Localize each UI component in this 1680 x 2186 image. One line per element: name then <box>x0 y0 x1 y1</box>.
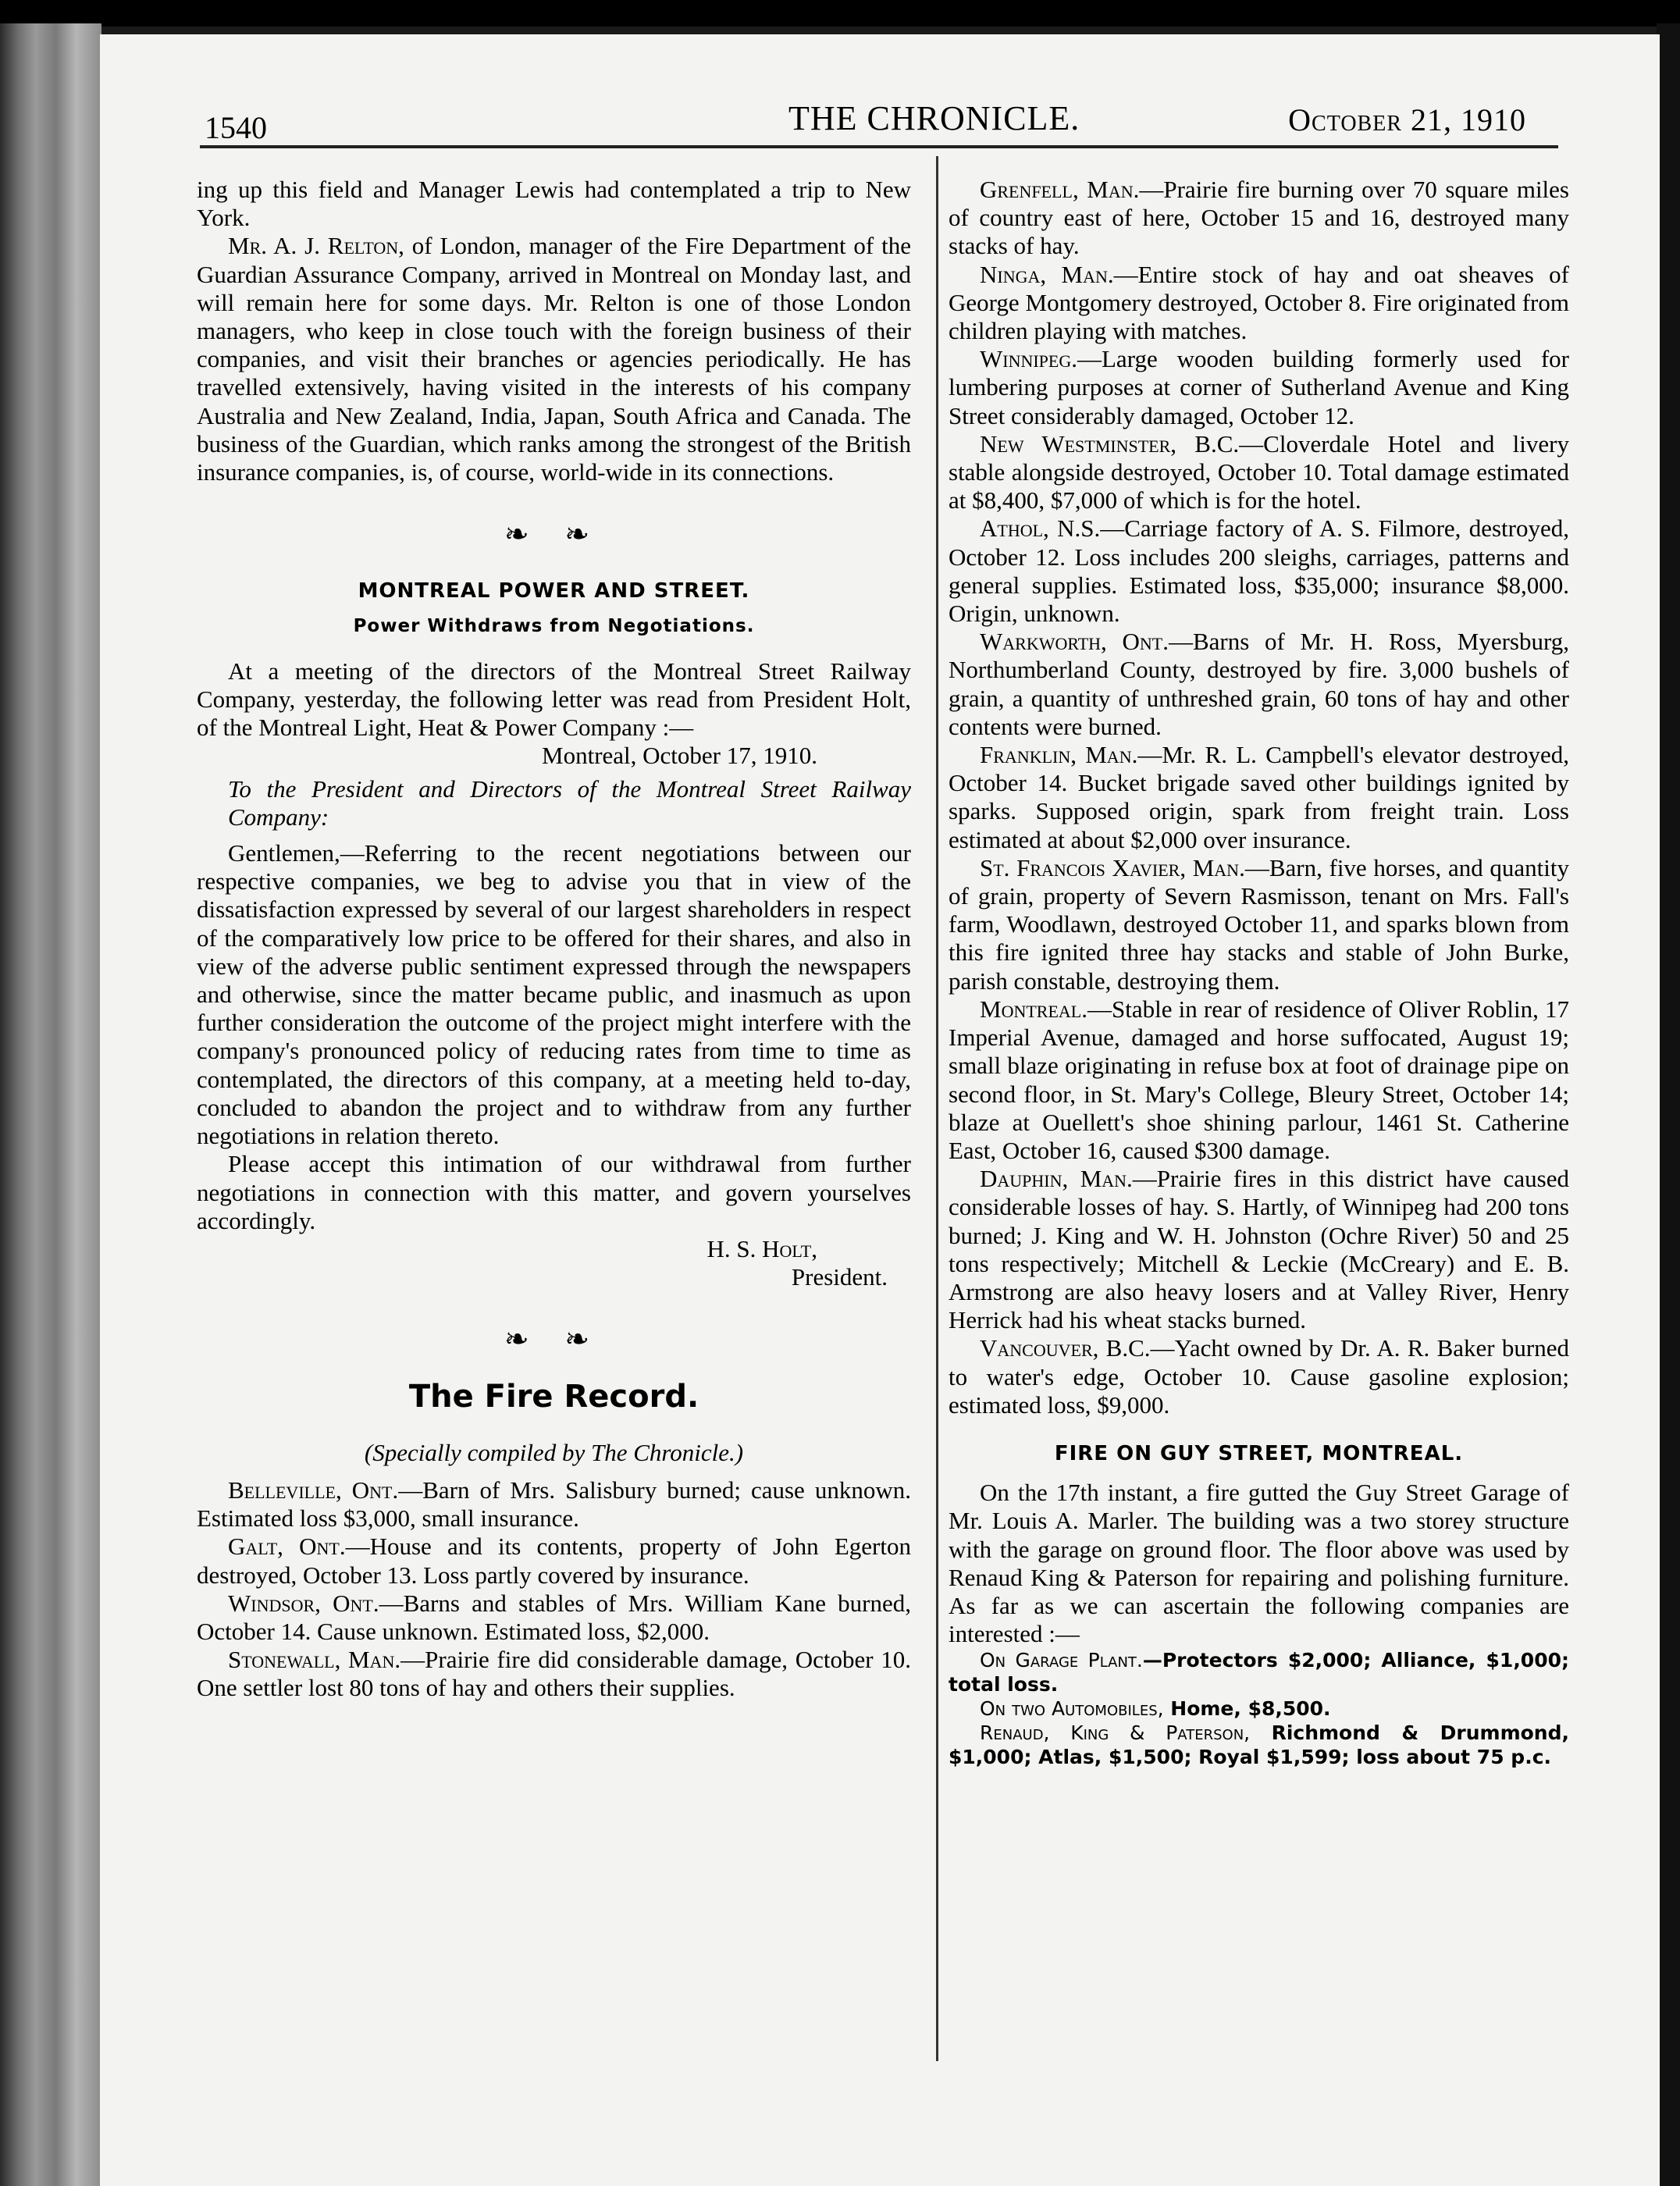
fire-entry <box>949 430 1569 515</box>
fire-place: Belleville, Ont. <box>228 1476 399 1504</box>
fire-entry <box>949 1165 1569 1334</box>
fire-place: St. Francois Xavier, Man. <box>980 853 1245 881</box>
fire-entry <box>949 176 1569 261</box>
paragraph-guy-street: On the 17th instant, a fire gutted the Guy Street Garage of Mr. Louis A. Marler. The building was a two storey structure with the garage on ground floor. The floor above was used by Renaud King & Paterson for repairing and polishing furniture. As far as we can ascertain the following companies are interested :— <box>949 1479 1569 1648</box>
scan-top-border <box>0 0 1680 27</box>
fire-text: —Barns and stables of Mrs. William Kane burned, October 14. Cause unknown. Estimated loss, $2,000. <box>197 1589 911 1645</box>
fire-text: —Cloverdale Hotel and livery stable alongside destroyed, October 10. Total damage estimated at $8,400, $7,000 of which is for the hotel. <box>949 429 1569 514</box>
publication-title: THE CHRONICLE. <box>788 99 1080 137</box>
insurance-label: Renaud, King & Paterson, <box>980 1721 1251 1745</box>
section-heading: The Fire Record. <box>408 1378 699 1415</box>
fire-place: New Westminster, B.C. <box>980 429 1240 457</box>
article-subheading: Power Withdraws from Negotiations. <box>353 615 755 636</box>
fire-place: Ninga, Man. <box>980 260 1114 288</box>
paragraph-relton <box>197 232 911 486</box>
paragraph: At a meeting of the directors of the Montreal Street Railway Company, yesterday, the following letter was read from President Holt, of the Montreal Light, Heat & Power Company :— <box>197 657 911 742</box>
insurance-detail: Home, $8,500. <box>1163 1697 1331 1721</box>
fire-text: —Barns of Mr. H. Ross, Myersburg, Northumberland County, destroyed by fire. 3,000 bushels of grain, a quantity of unthreshed grain, 60 tons of hay and other contents were burned. <box>949 628 1569 740</box>
paragraph: ing up this field and Manager Lewis had contemplated a trip to New York. <box>197 176 911 232</box>
insurance-line <box>949 1696 1569 1721</box>
fire-text: —Entire stock of hay and oat sheaves of George Montgomery destroyed, October 8. Fire originated from children playing with matches. <box>949 260 1570 345</box>
book-spine <box>0 23 101 2186</box>
page-number: 1540 <box>205 110 267 145</box>
letter-salutation: To the President and Directors of the Montreal Street Railway Company: <box>228 774 911 831</box>
fire-text: —Large wooden building formerly used for lumbering purposes at corner of Sutherland Avenue and King Street considerably damaged, October 12. <box>949 345 1569 429</box>
fire-place: Franklin, Man. <box>980 741 1138 769</box>
fire-place: Windsor, Ont. <box>228 1589 379 1617</box>
section-ornament: ❧ ❧ <box>504 518 604 552</box>
fire-place: Athol, N.S. <box>980 514 1101 543</box>
fire-entry <box>949 261 1569 346</box>
fire-place: Montreal. <box>980 995 1087 1023</box>
insurance-detail: Richmond & Drummond, $1,000; Atlas, $1,500; Royal $1,599; loss about 75 p.c. <box>949 1721 1569 1769</box>
letter-paragraph: Please accept this intimation of our withdrawal from further negotiations in connection with this matter, and govern yourselves accordingly. <box>197 1150 911 1234</box>
fire-entry <box>949 345 1569 430</box>
signature-title: President. <box>791 1263 888 1291</box>
fire-entry <box>949 741 1569 854</box>
issue-date: October 21, 1910 <box>1288 102 1526 137</box>
fire-place: Warkworth, Ont. <box>980 628 1169 656</box>
fire-text: —Prairie fire burning over 70 square miles of country east of here, October 15 and 16, destroyed many stacks of hay. <box>949 176 1569 260</box>
fire-text: —Prairie fires in this district have caused considerable losses of hay. S. Hartly, of Winnipeg had 200 tons burned; J. King and W. H. Johnston (Ochre River) 50 and 25 tons respectively; Mitchell & Leckie (McCreary) and E. B. Armstrong are also heavy losers and at Valley River, Henry Herrick had his wheat stacks burned. <box>949 1165 1569 1334</box>
column-divider <box>936 156 938 2061</box>
fire-entry <box>949 995 1569 1165</box>
fire-place: Vancouver, B.C. <box>980 1334 1151 1362</box>
fire-entry <box>197 1476 911 1533</box>
fire-text: —Barn of Mrs. Salisbury burned; cause unknown. Estimated loss $3,000, small insurance. <box>197 1476 911 1533</box>
left-column <box>197 176 911 1703</box>
scan-right-border <box>1657 23 1680 2186</box>
signature: H. S. Holt, <box>707 1234 817 1262</box>
insurance-line <box>949 1721 1569 1769</box>
person-name: Mr. A. J. Relton, <box>228 232 404 260</box>
fire-text: —Carriage factory of A. S. Filmore, destroyed, October 12. Loss includes 200 sleighs, carriages, patterns and general supplies. Estimated loss, $35,000; insurance $8,000. Origin, unknown. <box>949 514 1569 628</box>
section-ornament: ❧ ❧ <box>504 1323 604 1357</box>
article-heading: MONTREAL POWER AND STREET. <box>358 579 750 603</box>
insurance-label: On Garage Plant. <box>980 1649 1143 1672</box>
fire-text: —Stable in rear of residence of Oliver Roblin, 17 Imperial Avenue, damaged and horse suffocated, August 19; small blaze originating in refuse box at foot of drainage pipe on second floor, in St. Mary's College, Bleury Street, October 14; blaze at Ouellett's shoe shining parlour, 1461 St. Catherine East, October 16, caused $300 damage. <box>949 995 1569 1164</box>
header-rule <box>200 145 1558 148</box>
fire-entry <box>197 1590 911 1646</box>
letter-date: Montreal, October 17, 1910. <box>542 742 817 770</box>
fire-entry <box>949 854 1569 995</box>
fire-place: Grenfell, Man. <box>980 176 1140 203</box>
fire-place: Stonewall, Man. <box>228 1646 401 1674</box>
insurance-label: On two Automobiles, <box>980 1697 1164 1721</box>
right-column <box>949 176 1569 1769</box>
article-heading: FIRE ON GUY STREET, MONTREAL. <box>1054 1441 1464 1465</box>
insurance-detail: —Protectors $2,000; Alliance, $1,000; total loss. <box>949 1649 1569 1696</box>
fire-entry <box>949 628 1569 741</box>
fire-text: —Prairie fire did considerable damage, October 10. One settler lost 80 tons of hay and others their supplies. <box>197 1646 911 1702</box>
fire-text: —Yacht owned by Dr. A. R. Baker burned to water's edge, October 10. Cause gasoline explosion; estimated loss, $9,000. <box>949 1334 1569 1419</box>
fire-text: —House and its contents, property of John Egerton destroyed, October 13. Loss partly covered by insurance. <box>197 1533 911 1589</box>
paragraph-text: of London, manager of the Fire Department of the Guardian Assurance Company, arrived in Montreal on Monday last, and will remain here for some days. Mr. Relton is one of those London managers, who keep in close touch with the foreign business of their companies, and visit their branches or agencies periodically. He has travelled extensively, having visited in the interests of his company Australia and New Zealand, India, Japan, South Africa and Canada. The business of the Guardian, which ranks among the strongest of the British insurance companies, is, of course, world-wide in its connections. <box>197 232 911 486</box>
fire-entry <box>197 1533 911 1589</box>
fire-text: —Mr. R. L. Campbell's elevator destroyed, October 14. Bucket brigade saved other buildings ignited by sparks. Supposed origin, spark from freight train. Loss estimated at about $2,000 over insurance. <box>949 741 1569 853</box>
letter-paragraph: Gentlemen,—Referring to the recent negotiations between our respective companies, we beg to advise you that in view of the dissatisfaction expressed by several of our largest shareholders in respect of the comparatively low price to be offered for their shares, and also in view of the adverse public sentiment expressed through the newspapers and otherwise, since the matter became public, and inasmuch as upon further consideration the outcome of the project might interfere with the company's pronounced policy of reducing rates from time to time as contemplated, the directors of this company, at a meeting held to-day, concluded to abandon the project and to withdraw from any further negotiations in relation thereto. <box>197 839 911 1150</box>
fire-entry <box>197 1646 911 1702</box>
fire-text: —Barn, five horses, and quantity of grain, property of Severn Rasmisson, tenant on Mrs. Fall's farm, Woodlawn, destroyed October 11, and sparks blown from this fire ignited three hay stacks and stable of John Burke, parish constable, destroying them. <box>949 853 1569 995</box>
fire-place: Dauphin, Man. <box>980 1165 1133 1193</box>
page-header <box>195 61 1557 147</box>
section-subheading: (Specially compiled by The Chronicle.) <box>364 1438 744 1466</box>
fire-place: Galt, Ont. <box>228 1533 346 1561</box>
fire-entry <box>949 1334 1569 1419</box>
fire-place: Winnipeg. <box>980 345 1077 373</box>
fire-entry <box>949 514 1569 628</box>
insurance-line <box>949 1648 1569 1696</box>
